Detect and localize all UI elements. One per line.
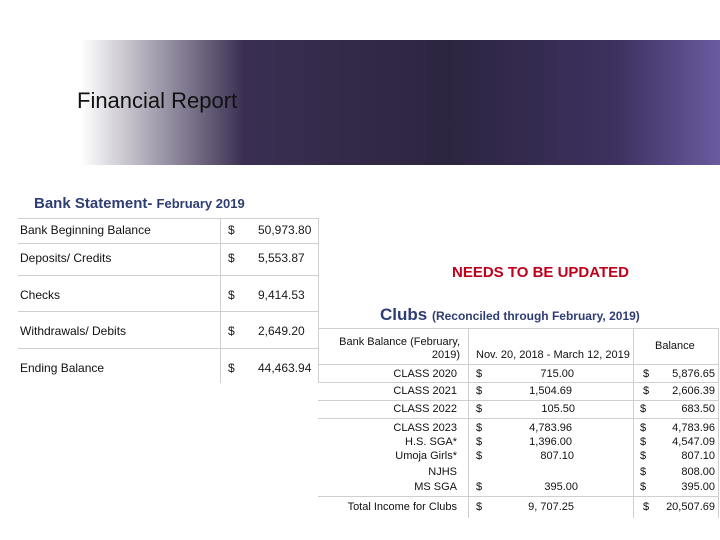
club-total-dollar: $ [476,501,483,513]
bank-row-divider [18,275,318,276]
clubs-header-bank-balance: Bank Balance (February, [339,336,460,348]
club-dollar: $ [640,450,647,462]
club-dollar: $ [640,422,647,434]
club-period-value: 1,504.69 [529,385,572,397]
club-name: H.S. SGA* [405,436,457,448]
club-name: Umoja Girls* [395,450,457,462]
bank-row-dollar: $ [228,251,235,265]
clubs-header-bank-balance-year: 2019) [431,349,460,361]
club-name: CLASS 2022 [393,403,457,415]
club-period-value: 395.00 [544,481,578,493]
bank-row-dollar: $ [228,361,235,375]
bank-row-dollar: $ [228,324,235,338]
bank-row-dollar: $ [228,223,235,237]
club-period-value: 1,396.00 [529,436,572,448]
clubs-column-divider [633,328,634,518]
bank-row-divider [18,348,318,349]
clubs-column-divider [718,328,719,518]
club-balance-value: 808.00 [681,466,715,478]
bank-statement-heading [34,195,245,212]
clubs-table-divider [318,328,718,329]
club-total-balance-value: 20,507.69 [666,501,715,513]
bank-row-value: 9,414.53 [258,288,305,302]
bank-row-dollar: $ [228,288,235,302]
clubs-table-divider [318,400,718,401]
club-name: CLASS 2020 [393,368,457,380]
bank-row-divider [18,311,318,312]
needs-update-notice: NEEDS TO BE UPDATED [452,264,629,281]
clubs-header-balance: Balance [655,340,695,352]
club-balance-value: 683.50 [681,403,715,415]
clubs-table-divider [318,364,718,365]
club-name: CLASS 2021 [393,385,457,397]
clubs-heading-main: Clubs [380,305,428,324]
club-period-value: 4,783.96 [529,422,572,434]
bank-row-value: 44,463.94 [258,361,312,375]
bank-row-label: Deposits/ Credits [20,251,112,265]
club-period-value: 715.00 [540,368,574,380]
club-dollar: $ [476,450,483,462]
bank-row-label: Checks [20,288,61,302]
club-balance-value: 2,606.39 [672,385,715,397]
bank-row-value: 2,649.20 [258,324,305,338]
club-period-value: 807.10 [540,450,574,462]
clubs-heading-sub: (Reconciled through February, 2019) [431,309,640,323]
bank-row-value: 50,973.80 [258,223,312,237]
bank-row-label: Withdrawals/ Debits [20,324,127,338]
club-balance-value: 5,876.65 [672,368,715,380]
clubs-table-divider [318,496,718,497]
clubs-header-period: Nov. 20, 2018 - March 12, 2019 [476,349,630,361]
club-total-period-value: 9, 707.25 [528,501,574,513]
club-balance-value: 4,783.96 [672,422,715,434]
bank-row-value: 5,553.87 [258,251,305,265]
club-dollar: $ [640,403,647,415]
club-name: NJHS [428,466,457,478]
club-dollar: $ [640,436,647,448]
club-period-value: 105.50 [541,403,575,415]
club-dollar: $ [476,436,483,448]
club-total-label: Total Income for Clubs [347,501,457,513]
bank-row-divider [18,218,318,219]
bank-row-divider [18,243,318,244]
club-dollar: $ [476,481,483,493]
clubs-column-divider [468,328,469,518]
club-dollar: $ [643,385,650,397]
bank-row-label: Bank Beginning Balance [20,223,151,237]
bank-column-divider [220,218,221,383]
bank-heading-sub: February 2019 [156,196,245,211]
club-dollar: $ [476,385,483,397]
clubs-table-divider [318,382,718,383]
page-title: Financial Report [77,88,238,113]
club-dollar: $ [476,403,483,415]
club-balance-value: 4,547.09 [672,436,715,448]
club-dollar: $ [643,368,650,380]
club-total-dollar: $ [643,501,650,513]
bank-row-label: Ending Balance [20,361,105,375]
club-balance-value: 395.00 [681,481,715,493]
clubs-table-divider [318,418,718,419]
club-dollar: $ [640,481,647,493]
bank-heading-main: Bank Statement- [34,195,153,212]
club-balance-value: 807.10 [681,450,715,462]
clubs-heading [380,305,640,325]
club-dollar: $ [476,422,483,434]
club-dollar: $ [476,368,483,380]
club-name: MS SGA [414,481,457,493]
club-name: CLASS 2023 [393,422,457,434]
bank-column-divider [318,218,319,383]
club-dollar: $ [640,466,647,478]
